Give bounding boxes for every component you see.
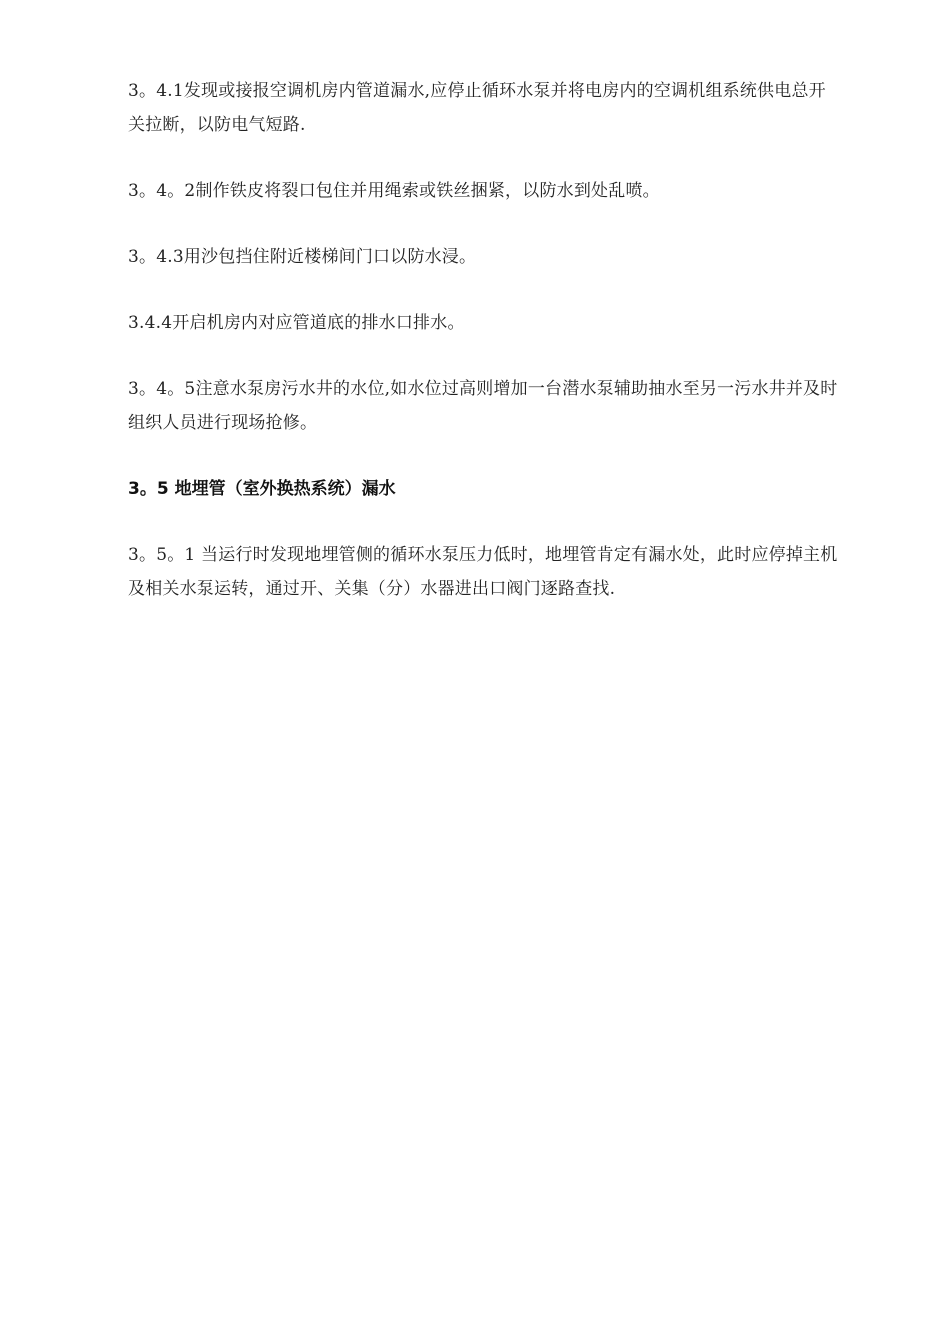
- paragraph-3-4-4: 3.4.4开启机房内对应管道底的排水口排水。: [128, 313, 465, 333]
- paragraph-3-5-1: 3。5。1 当运行时发现地埋管侧的循环水泵压力低时，地埋管肯定有漏水处，此时应停掉主机及相关水泵运转，通过开、关集（分）水器进出口阀门逐路查找.: [128, 545, 838, 599]
- paragraph-3-4-1: 3。4.1发现或接报空调机房内管道漏水,应停止循环水泵并将电房内的空调机组系统供电总开关拉断，以防电气短路.: [128, 81, 826, 135]
- paragraph-3-4-3: 3。4.3用沙包挡住附近楼梯间门口以防水浸。: [128, 247, 477, 267]
- section-heading-3-5: 3。5 地埋管（室外换热系统）漏水: [128, 479, 396, 499]
- paragraph-3-4-2: 3。4。2制作铁皮将裂口包住并用绳索或铁丝捆紧，以防水到处乱喷。: [128, 181, 660, 201]
- paragraph-3-4-5: 3。4。5注意水泵房污水井的水位,如水位过高则增加一台潜水泵辅助抽水至另一污水井并及时组织人员进行现场抢修。: [128, 379, 838, 433]
- document-body: [128, 74, 838, 638]
